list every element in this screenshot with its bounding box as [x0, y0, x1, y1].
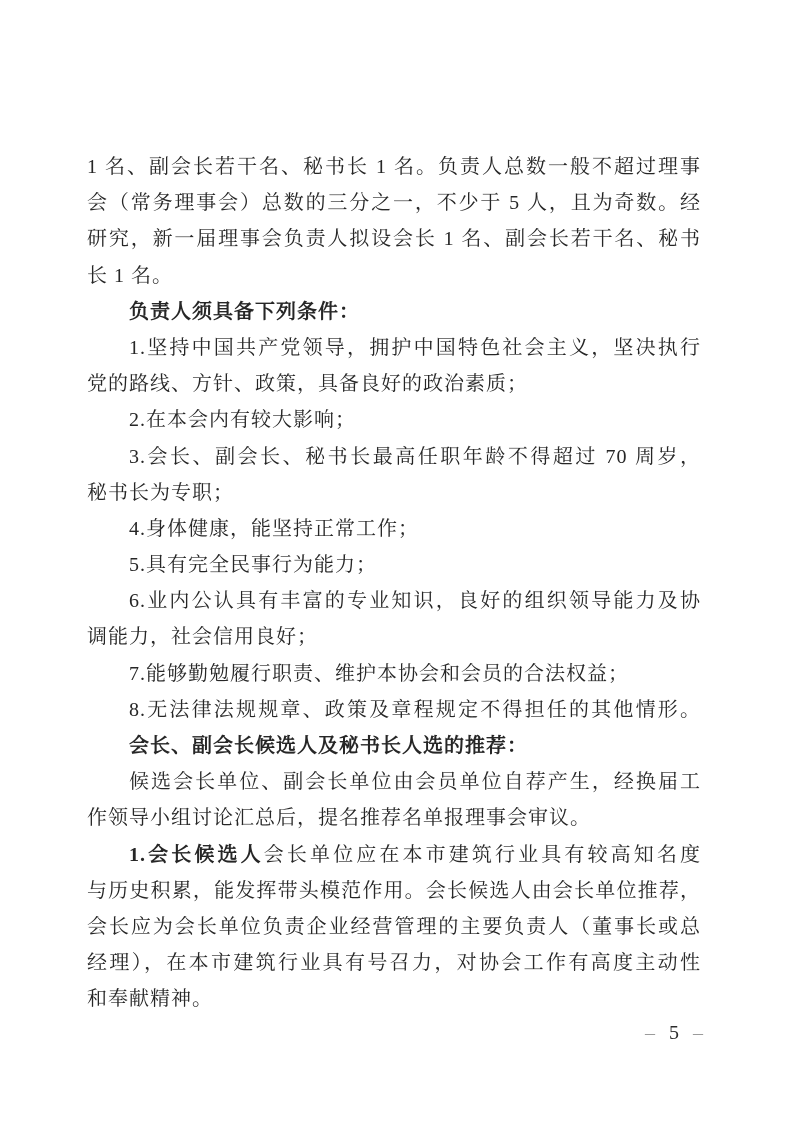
text-segment: 秘书长为专职；: [87, 481, 234, 504]
text-segment: 7.能够勤勉履行职责、维护本协会和会员的合法权益；: [129, 662, 629, 685]
text-line: [87, 728, 701, 764]
text-line: [87, 619, 701, 655]
text-line: [87, 475, 701, 511]
text-line: [87, 945, 701, 981]
text-line: [87, 873, 701, 909]
text-line: [87, 547, 701, 583]
text-line: [87, 439, 701, 475]
text-line: [87, 837, 701, 873]
text-segment: 党的路线、方针、政策，具备良好的政治素质；: [87, 373, 528, 396]
text-segment: 会长单位应在本市建筑行业具有较高知名度: [263, 843, 701, 866]
text-line: [87, 692, 701, 728]
text-segment: 调能力，社会信用良好；: [87, 626, 318, 649]
text-segment: 3.会长、副会长、秘书长最高任职年龄不得超过 70 周岁，: [129, 445, 701, 468]
heading-segment: 负责人须具备下列条件：: [129, 300, 360, 323]
text-segment: 作领导小组讨论汇总后，提名推荐名单报理事会审议。: [87, 807, 591, 830]
text-segment: 与历史积累，能发挥带头模范作用。会长候选人由会长单位推荐，: [87, 879, 701, 902]
text-line: [87, 511, 701, 547]
text-line: [87, 185, 701, 221]
page-number: [645, 1022, 703, 1045]
heading-segment: 1.会长候选人: [129, 843, 264, 866]
text-line: [87, 764, 701, 800]
text-line: [87, 221, 701, 257]
page-number-dash-left: –: [645, 1022, 655, 1044]
text-segment: 长 1 名。: [87, 264, 173, 287]
text-segment: 候选会长单位、副会长单位由会员单位自荐产生，经换届工: [129, 771, 701, 794]
text-segment: 经理），在本市建筑行业具有号召力，对协会工作有高度主动性: [87, 952, 701, 975]
text-segment: 1.坚持中国共产党领导，拥护中国特色社会主义，坚决执行: [129, 336, 701, 359]
page-number-dash-right: –: [693, 1022, 703, 1044]
text-line: [87, 330, 701, 366]
text-segment: 4.身体健康，能坚持正常工作；: [129, 517, 419, 540]
text-line: [87, 909, 701, 945]
text-line: [87, 583, 701, 619]
text-line: [87, 149, 701, 185]
text-segment: 和奉献精神。: [87, 988, 213, 1011]
text-line: [87, 981, 701, 1017]
body-text: [87, 149, 701, 1018]
text-line: [87, 402, 701, 438]
text-line: [87, 294, 701, 330]
text-line: [87, 366, 701, 402]
text-segment: 研究，新一届理事会负责人拟设会长 1 名、副会长若干名、秘书: [87, 228, 701, 251]
text-segment: 5.具有完全民事行为能力；: [129, 554, 377, 577]
text-line: [87, 656, 701, 692]
page-number-value: 5: [669, 1022, 679, 1044]
text-segment: 1 名、副会长若干名、秘书长 1 名。负责人总数一般不超过理事: [87, 156, 701, 178]
text-line: [87, 258, 701, 294]
text-segment: 会长应为会长单位负责企业经营管理的主要负责人（董事长或总: [87, 915, 701, 938]
text-segment: 2.在本会内有较大影响；: [129, 409, 356, 432]
text-segment: 会（常务理事会）总数的三分之一，不少于 5 人，且为奇数。经: [87, 192, 701, 215]
heading-segment: 会长、副会长候选人及秘书长人选的推荐：: [129, 735, 528, 757]
text-segment: 6.业内公认具有丰富的专业知识，良好的组织领导能力及协: [129, 590, 701, 613]
text-segment: 8.无法律法规规章、政策及章程规定不得担任的其他情形。: [129, 698, 701, 721]
text-line: [87, 800, 701, 836]
